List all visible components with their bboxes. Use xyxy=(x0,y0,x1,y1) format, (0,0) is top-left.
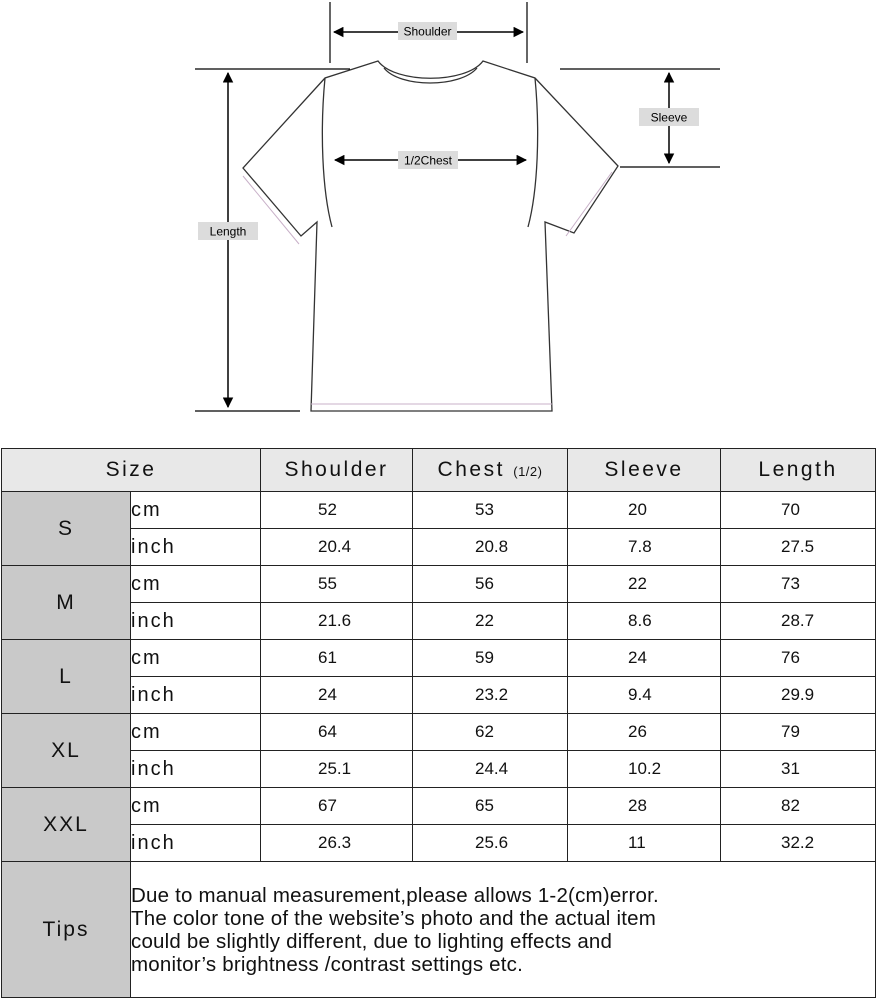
sleeve-value: 24 xyxy=(628,648,647,667)
value-cell xyxy=(568,566,721,603)
header-chest xyxy=(413,449,568,492)
value-cell xyxy=(721,788,876,825)
table-row xyxy=(2,603,876,640)
value-cell xyxy=(413,677,568,714)
tshirt-diagram-svg xyxy=(0,0,877,440)
value-cell xyxy=(413,788,568,825)
unit-cell: inch xyxy=(131,529,261,566)
length-value: 79 xyxy=(781,722,800,741)
chest-value: 53 xyxy=(475,500,494,519)
chest-diagram-label: 1/2Chest xyxy=(403,153,453,168)
value-cell xyxy=(568,529,721,566)
sleeve-value: 8.6 xyxy=(628,611,652,630)
header-sleeve: Sleeve xyxy=(568,449,721,492)
unit-cell: inch xyxy=(131,751,261,788)
header-size: Size xyxy=(2,449,261,492)
shoulder-value: 24 xyxy=(318,685,337,704)
shoulder-value: 64 xyxy=(318,722,337,741)
table-row xyxy=(2,714,876,751)
unit-cell: cm xyxy=(131,788,261,825)
chest-value: 56 xyxy=(475,574,494,593)
tips-line: The color tone of the website’s photo and the actual item xyxy=(131,906,656,930)
chest-value: 24.4 xyxy=(475,759,509,778)
value-cell xyxy=(261,825,413,862)
shoulder-value: 25.1 xyxy=(318,759,352,778)
length-diagram-label: Length xyxy=(209,224,247,239)
size-label-xl: XL xyxy=(2,714,131,788)
size-label-m: M xyxy=(2,566,131,640)
size-label-xxl: XXL xyxy=(2,788,131,862)
value-cell xyxy=(568,825,721,862)
unit-cell: inch xyxy=(131,677,261,714)
value-cell xyxy=(261,640,413,677)
value-cell xyxy=(721,566,876,603)
unit-cell: cm xyxy=(131,640,261,677)
tips-line: could be slightly different, due to lighting effects and xyxy=(131,929,613,953)
value-cell xyxy=(721,825,876,862)
tips-row xyxy=(2,862,876,998)
value-cell xyxy=(721,640,876,677)
unit-cell: inch xyxy=(131,825,261,862)
length-value: 29.9 xyxy=(781,685,815,704)
shoulder-value: 20.4 xyxy=(318,537,352,556)
shoulder-value: 26.3 xyxy=(318,833,352,852)
shoulder-diagram-label: Shoulder xyxy=(403,24,452,39)
tshirt-icon xyxy=(243,61,618,411)
value-cell xyxy=(568,603,721,640)
chest-value: 23.2 xyxy=(475,685,509,704)
value-cell xyxy=(721,751,876,788)
chest-value: 22 xyxy=(475,611,494,630)
shoulder-value: 52 xyxy=(318,500,337,519)
value-cell xyxy=(721,492,876,529)
length-value: 28.7 xyxy=(781,611,815,630)
shoulder-value: 61 xyxy=(318,648,337,667)
size-chart-table xyxy=(1,448,876,998)
table-row xyxy=(2,566,876,603)
value-cell xyxy=(721,529,876,566)
value-cell xyxy=(261,714,413,751)
value-cell xyxy=(261,677,413,714)
sleeve-value: 28 xyxy=(628,796,647,815)
sleeve-value: 7.8 xyxy=(628,537,652,556)
unit-cell: cm xyxy=(131,566,261,603)
table-row xyxy=(2,492,876,529)
unit-cell: inch xyxy=(131,603,261,640)
chest-value: 59 xyxy=(475,648,494,667)
value-cell xyxy=(413,751,568,788)
chest-value: 20.8 xyxy=(475,537,509,556)
sleeve-value: 9.4 xyxy=(628,685,652,704)
value-cell xyxy=(413,640,568,677)
value-cell xyxy=(721,714,876,751)
header-length: Length xyxy=(721,449,876,492)
tips-text xyxy=(131,862,876,998)
shoulder-value: 67 xyxy=(318,796,337,815)
sleeve-value: 20 xyxy=(628,500,647,519)
value-cell xyxy=(413,603,568,640)
header-chest-note: (1/2) xyxy=(513,464,543,479)
tips-line: monitor’s brightness /contrast settings etc. xyxy=(131,952,524,976)
sleeve-value: 10.2 xyxy=(628,759,662,778)
length-value: 31 xyxy=(781,759,800,778)
length-value: 73 xyxy=(781,574,800,593)
sleeve-value: 26 xyxy=(628,722,647,741)
table-row xyxy=(2,677,876,714)
table-row xyxy=(2,825,876,862)
value-cell xyxy=(413,566,568,603)
chest-value: 62 xyxy=(475,722,494,741)
shoulder-value: 55 xyxy=(318,574,337,593)
tips-label: Tips xyxy=(2,862,131,998)
value-cell xyxy=(261,603,413,640)
table-row xyxy=(2,529,876,566)
value-cell xyxy=(568,751,721,788)
sleeve-value: 22 xyxy=(628,574,647,593)
value-cell xyxy=(568,492,721,529)
value-cell xyxy=(721,603,876,640)
value-cell xyxy=(568,714,721,751)
length-value: 70 xyxy=(781,500,800,519)
chest-value: 65 xyxy=(475,796,494,815)
value-cell xyxy=(261,529,413,566)
value-cell xyxy=(568,677,721,714)
table-row xyxy=(2,640,876,677)
unit-cell: cm xyxy=(131,714,261,751)
header-chest-label: Chest xyxy=(437,458,505,481)
length-value: 76 xyxy=(781,648,800,667)
value-cell xyxy=(413,529,568,566)
chest-value: 25.6 xyxy=(475,833,509,852)
value-cell xyxy=(568,788,721,825)
value-cell xyxy=(413,714,568,751)
value-cell xyxy=(568,640,721,677)
sleeve-diagram-label: Sleeve xyxy=(650,110,688,125)
tips-line: Due to manual measurement,please allows 1-2(cm)error. xyxy=(131,883,659,907)
value-cell xyxy=(261,566,413,603)
value-cell xyxy=(261,751,413,788)
length-value: 27.5 xyxy=(781,537,815,556)
value-cell xyxy=(721,677,876,714)
value-cell xyxy=(261,788,413,825)
length-value: 32.2 xyxy=(781,833,815,852)
sleeve-value: 11 xyxy=(628,833,646,852)
value-cell xyxy=(413,825,568,862)
unit-cell: cm xyxy=(131,492,261,529)
length-value: 82 xyxy=(781,796,800,815)
header-shoulder: Shoulder xyxy=(261,449,413,492)
value-cell xyxy=(261,492,413,529)
size-label-l: L xyxy=(2,640,131,714)
tshirt-measurement-diagram xyxy=(0,0,877,440)
table-header-row xyxy=(2,449,876,492)
table-row xyxy=(2,751,876,788)
table-row xyxy=(2,788,876,825)
size-label-s: S xyxy=(2,492,131,566)
shoulder-value: 21.6 xyxy=(318,611,352,630)
value-cell xyxy=(413,492,568,529)
